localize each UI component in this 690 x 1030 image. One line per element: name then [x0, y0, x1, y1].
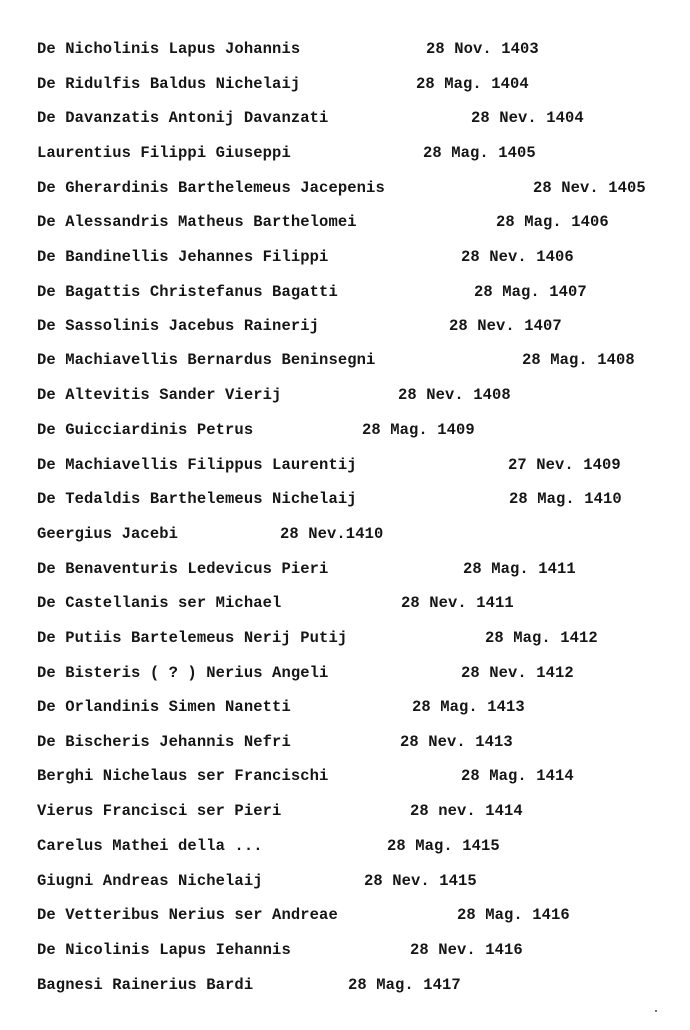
entry-date: 28 Mag. 1404 [416, 75, 529, 93]
entry-date: 28 Mag. 1408 [522, 351, 635, 369]
entry-date: 28 Nov. 1403 [426, 40, 539, 58]
entry-row [37, 106, 584, 130]
entry-name: Laurentius Filippi Giuseppi [37, 144, 291, 162]
entry-row [37, 695, 525, 719]
entry-row [37, 453, 621, 477]
entry-date: 28 Nev. 1406 [461, 248, 574, 266]
entry-name: Carelus Mathei della ... [37, 837, 263, 855]
entry-row [37, 764, 574, 788]
entry-row [37, 210, 609, 234]
entry-date: 28 Mag. 1414 [461, 767, 574, 785]
entry-name: De Sassolinis Jacebus Rainerij [37, 317, 320, 335]
entry-row [37, 730, 513, 754]
entry-row [37, 176, 646, 200]
entry-name: De Bagattis Christefanus Bagatti [37, 283, 338, 301]
entry-row [37, 903, 570, 927]
entry-name: De Alessandris Matheus Barthelomei [37, 213, 357, 231]
entry-row [37, 591, 514, 615]
entry-row [37, 383, 511, 407]
entry-name: De Machiavellis Filippus Laurentij [37, 456, 357, 474]
entry-date: 28 nev. 1414 [410, 802, 523, 820]
entry-date: 28 Nev. 1413 [400, 733, 513, 751]
entry-name: De Machiavellis Bernardus Beninsegni [37, 351, 376, 369]
paper-speck [655, 1010, 657, 1012]
entry-name: De Castellanis ser Michael [37, 594, 282, 612]
entry-name: Geergius Jacebi [37, 525, 179, 543]
entry-row [37, 72, 529, 96]
entry-row [37, 938, 523, 962]
entry-date: 28 Nev. 1415 [364, 872, 477, 890]
entry-row [37, 348, 635, 372]
entry-row [37, 869, 477, 893]
entry-row [37, 661, 574, 685]
entry-date: 28 Mag. 1417 [348, 976, 461, 994]
entry-date: 28 Nev. 1411 [401, 594, 514, 612]
entry-row [37, 557, 576, 581]
entry-name: De Gherardinis Barthelemeus Jacepenis [37, 179, 385, 197]
entry-name: De Bisteris ( ? ) Nerius Angeli [37, 664, 329, 682]
entry-name: De Nicholinis Lapus Johannis [37, 40, 301, 58]
entry-name: De Putiis Bartelemeus Nerij Putij [37, 629, 348, 647]
entry-row [37, 37, 539, 61]
entry-row [37, 973, 461, 997]
entry-date: 28 Nev. 1412 [461, 664, 574, 682]
entry-date: 28 Mag. 1415 [387, 837, 500, 855]
entry-row [37, 141, 536, 165]
entry-date: 27 Nev. 1409 [508, 456, 621, 474]
entry-date: 28 Mag. 1412 [485, 629, 598, 647]
entry-name: De Benaventuris Ledevicus Pieri [37, 560, 329, 578]
entry-date: 28 Nev.1410 [280, 525, 384, 543]
entry-name: Giugni Andreas Nichelaij [37, 872, 263, 890]
entry-name: De Nicolinis Lapus Iehannis [37, 941, 291, 959]
entry-date: 28 Nev. 1408 [398, 386, 511, 404]
entry-date: 28 Mag. 1416 [457, 906, 570, 924]
entry-date: 28 Mag. 1413 [412, 698, 525, 716]
entry-name: De Bischeris Jehannis Nefri [37, 733, 291, 751]
entry-name: De Ridulfis Baldus Nichelaij [37, 75, 301, 93]
entry-row [37, 280, 587, 304]
entry-date: 28 Mag. 1410 [509, 490, 622, 508]
entry-date: 28 Nev. 1405 [533, 179, 646, 197]
entry-row [37, 418, 475, 442]
entry-date: 28 Nev. 1404 [471, 109, 584, 127]
entry-date: 28 Mag. 1407 [474, 283, 587, 301]
entry-row [37, 487, 622, 511]
entry-name: De Vetteribus Nerius ser Andreae [37, 906, 338, 924]
entry-name: Bagnesi Rainerius Bardi [37, 976, 254, 994]
entry-date: 28 Nev. 1416 [410, 941, 523, 959]
entry-date: 28 Mag. 1409 [362, 421, 475, 439]
entry-name: De Tedaldis Barthelemeus Nichelaij [37, 490, 357, 508]
entry-row [37, 522, 384, 546]
entry-name: De Altevitis Sander Vierij [37, 386, 282, 404]
entry-name: De Bandinellis Jehannes Filippi [37, 248, 329, 266]
entry-row [37, 834, 500, 858]
entry-date: 28 Nev. 1407 [449, 317, 562, 335]
entry-row [37, 626, 598, 650]
entry-row [37, 799, 523, 823]
entry-date: 28 Mag. 1406 [496, 213, 609, 231]
entry-date: 28 Mag. 1411 [463, 560, 576, 578]
entry-name: De Guicciardinis Petrus [37, 421, 254, 439]
entry-row [37, 314, 562, 338]
entry-name: Berghi Nichelaus ser Francischi [37, 767, 329, 785]
entry-name: De Orlandinis Simen Nanetti [37, 698, 291, 716]
entry-name: Vierus Francisci ser Pieri [37, 802, 282, 820]
entry-date: 28 Mag. 1405 [423, 144, 536, 162]
entry-row [37, 245, 574, 269]
entry-name: De Davanzatis Antonij Davanzati [37, 109, 329, 127]
